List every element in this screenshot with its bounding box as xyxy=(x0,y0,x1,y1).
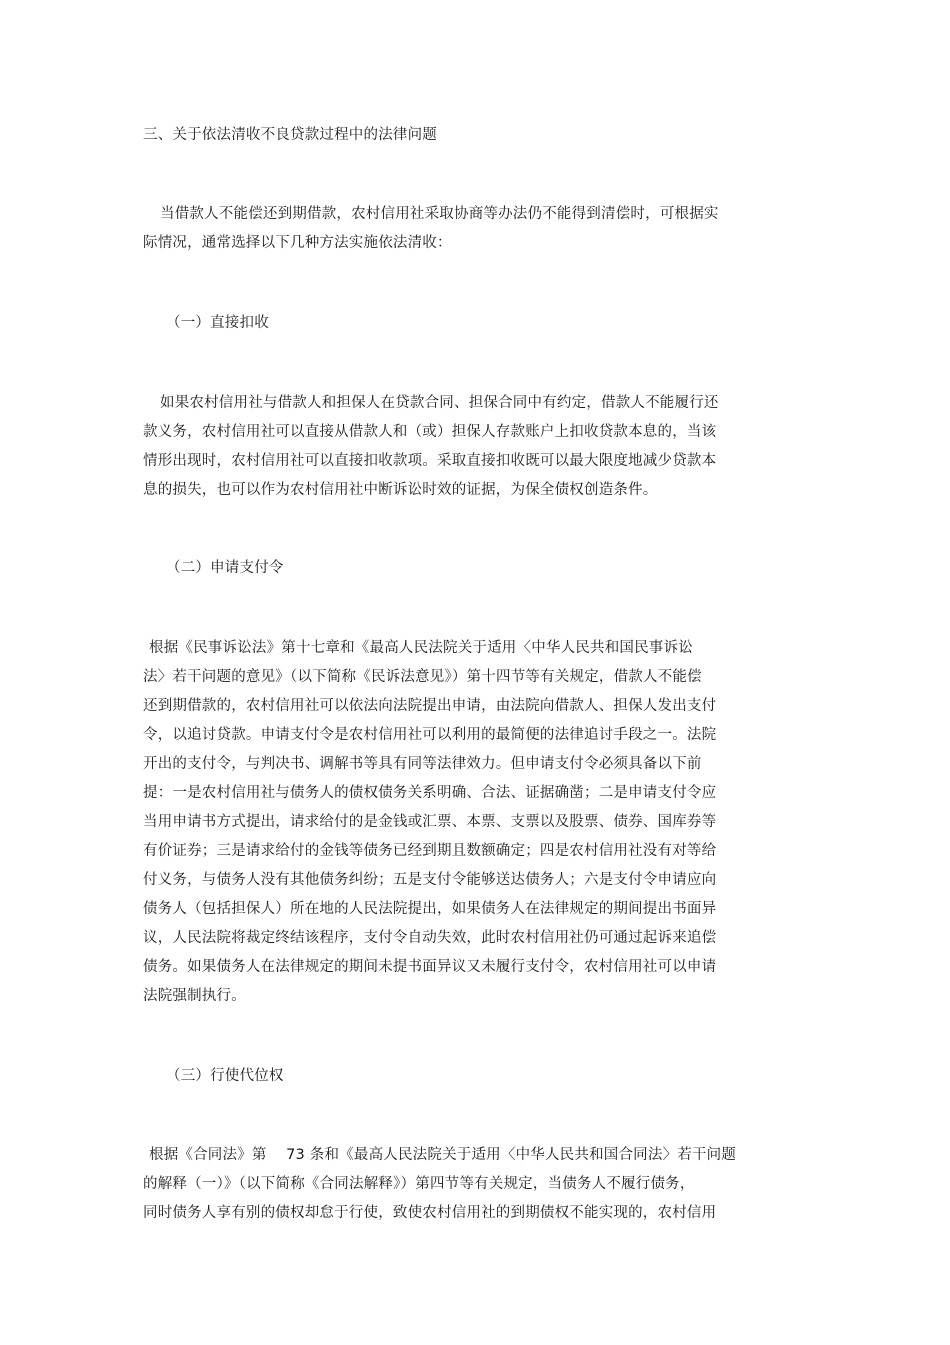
sub3-line-2: 的解释（一）》（以下简称《合同法解释》）第四节等有关规定，当债务人不履行债务， xyxy=(143,1176,695,1192)
sub2-line-12: 债务。如果债务人在法律规定的期间未提书面异议又未履行支付令，农村信用社可以申请 xyxy=(143,959,717,975)
sub2-line-10: 债务人（包括担保人）所在地的人民法院提出，如果债务人在法律规定的期间提出书面异 xyxy=(143,901,717,917)
sub2-line-6: 提：一是农村信用社与债务人的债权债务关系明确、合法、证据确凿；二是申请支付令应 xyxy=(143,785,717,801)
sub2-line-5: 开出的支付令，与判决书、调解书等具有同等法律效力。但申请支付令必须具备以下前 xyxy=(143,756,702,772)
subsection-heading-2: （二）申请支付令 xyxy=(166,560,284,576)
sub1-line-2: 款义务，农村信用社可以直接从借款人和（或）担保人存款账户上扣收贷款本息的，当该 xyxy=(143,424,717,440)
sub3-line-1: 根据《合同法》第 73 条和《最高人民法院关于适用〈中华人民共和国合同法〉若干问题 xyxy=(149,1147,737,1163)
sub3-line-3: 同时债务人享有别的债权却怠于行使，致使农村信用社的到期债权不能实现的，农村信用 xyxy=(143,1205,717,1221)
sub2-line-1: 根据《民事诉讼法》第十七章和《最高人民法院关于适用〈中华人民共和国民事诉讼 xyxy=(149,640,693,656)
sub2-line-9: 付义务，与债务人没有其他债务纠纷；五是支付令能够送达债务人；六是支付令申请应向 xyxy=(143,872,717,888)
intro-line-2: 际情况，通常选择以下几种方法实施依法清收： xyxy=(143,235,452,251)
sub2-line-11: 议，人民法院将裁定终结该程序，支付令自动失效，此时农村信用社仍可通过起诉来追偿 xyxy=(143,930,717,946)
sub2-line-2: 法〉若干问题的意见》（以下简称《民诉法意见》）第十四节等有关规定，借款人不能偿 xyxy=(143,669,702,685)
section-heading: 三、关于依法清收不良贷款过程中的法律问题 xyxy=(143,127,437,143)
sub1-line-4: 息的损失，也可以作为农村信用社中断诉讼时效的证据，为保全债权创造条件。 xyxy=(143,482,658,498)
sub2-line-8: 有价证券；三是请求给付的金钱等债务已经到期且数额确定；四是农村信用社没有对等给 xyxy=(143,843,717,859)
sub1-line-3: 情形出现时，农村信用社可以直接扣收款项。采取直接扣收既可以最大限度地减少贷款本 xyxy=(143,453,717,469)
subsection-heading-3: （三）行使代位权 xyxy=(166,1068,284,1084)
sub2-line-3: 还到期借款的，农村信用社可以依法向法院提出申请，由法院向借款人、担保人发出支付 xyxy=(143,698,717,714)
sub1-line-1: 如果农村信用社与借款人和担保人在贷款合同、担保合同中有约定，借款人不能履行还 xyxy=(160,395,719,411)
sub2-line-13: 法院强制执行。 xyxy=(143,988,246,1004)
intro-line-1: 当借款人不能偿还到期借款，农村信用社采取协商等办法仍不能得到清偿时，可根据实 xyxy=(160,206,719,222)
sub2-line-4: 令，以追讨贷款。申请支付令是农村信用社可以利用的最简便的法律追讨手段之一。法院 xyxy=(143,727,717,743)
sub2-line-7: 当用申请书方式提出，请求给付的是金钱或汇票、本票、支票以及股票、债券、国库券等 xyxy=(143,814,717,830)
subsection-heading-1: （一）直接扣收 xyxy=(166,315,269,331)
